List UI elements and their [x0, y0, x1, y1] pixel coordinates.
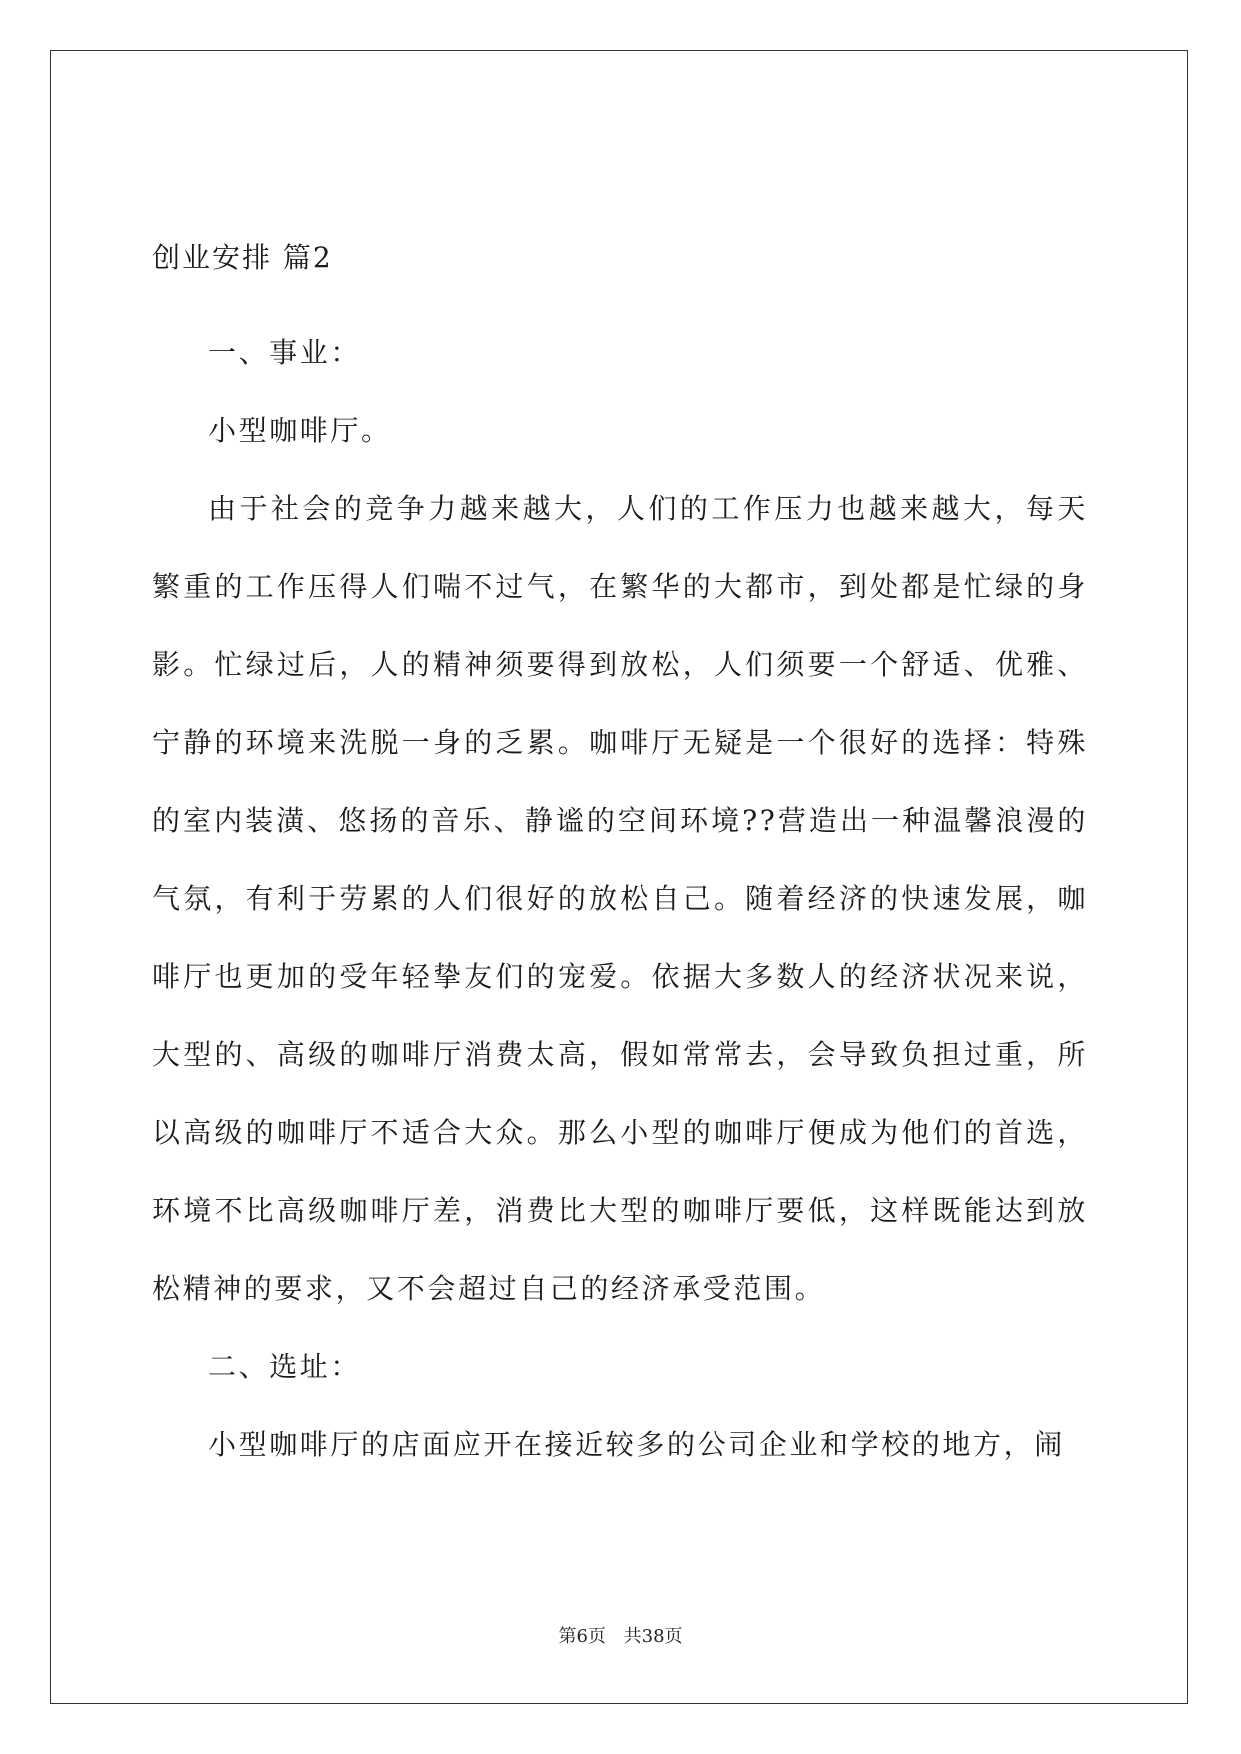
paragraph-2: 小型咖啡厅。	[208, 414, 392, 447]
paragraph-4: 二、选址：	[208, 1350, 362, 1383]
page-footer	[0, 1622, 1241, 1648]
page-total: 共38页	[623, 1626, 683, 1647]
document-body	[152, 240, 1088, 1484]
page-number: 第6页	[558, 1626, 606, 1647]
paragraph-3: 由于社会的竞争力越来越大，人们的工作压力也越来越大，每天繁重的工作压得人们喘不过气，在繁华的大都市，到处都是忙绿的身影。忙绿过后，人的精神须要得到放松，人们须要一个舒适、优雅、宁静的环境来洗脱一身的乏累。咖啡厅无疑是一个很好的选择：特殊的室内装潢、悠扬的音乐、静谧的空间环境??营造出一种温馨浪漫的气氛，有利于劳累的人们很好的放松自己。随着经济的快速发展，咖啡厅也更加的受年轻挚友们的宠爱。依据大多数人的经济状况来说，大型的、高级的咖啡厅消费太高，假如常常去，会导致负担过重，所以高级的咖啡厅不适合大众。那么小型的咖啡厅便成为他们的首选，环境不比高级咖啡厅差，消费比大型的咖啡厅要低，这样既能达到放松精神的要求，又不会超过自己的经济承受范围。	[152, 492, 1088, 1305]
paragraph-1: 一、事业：	[208, 336, 362, 369]
section-heading: 创业安排 篇2	[152, 241, 333, 274]
paragraph-5: 小型咖啡厅的店面应开在接近较多的公司企业和学校的地方，闹	[208, 1428, 1065, 1461]
